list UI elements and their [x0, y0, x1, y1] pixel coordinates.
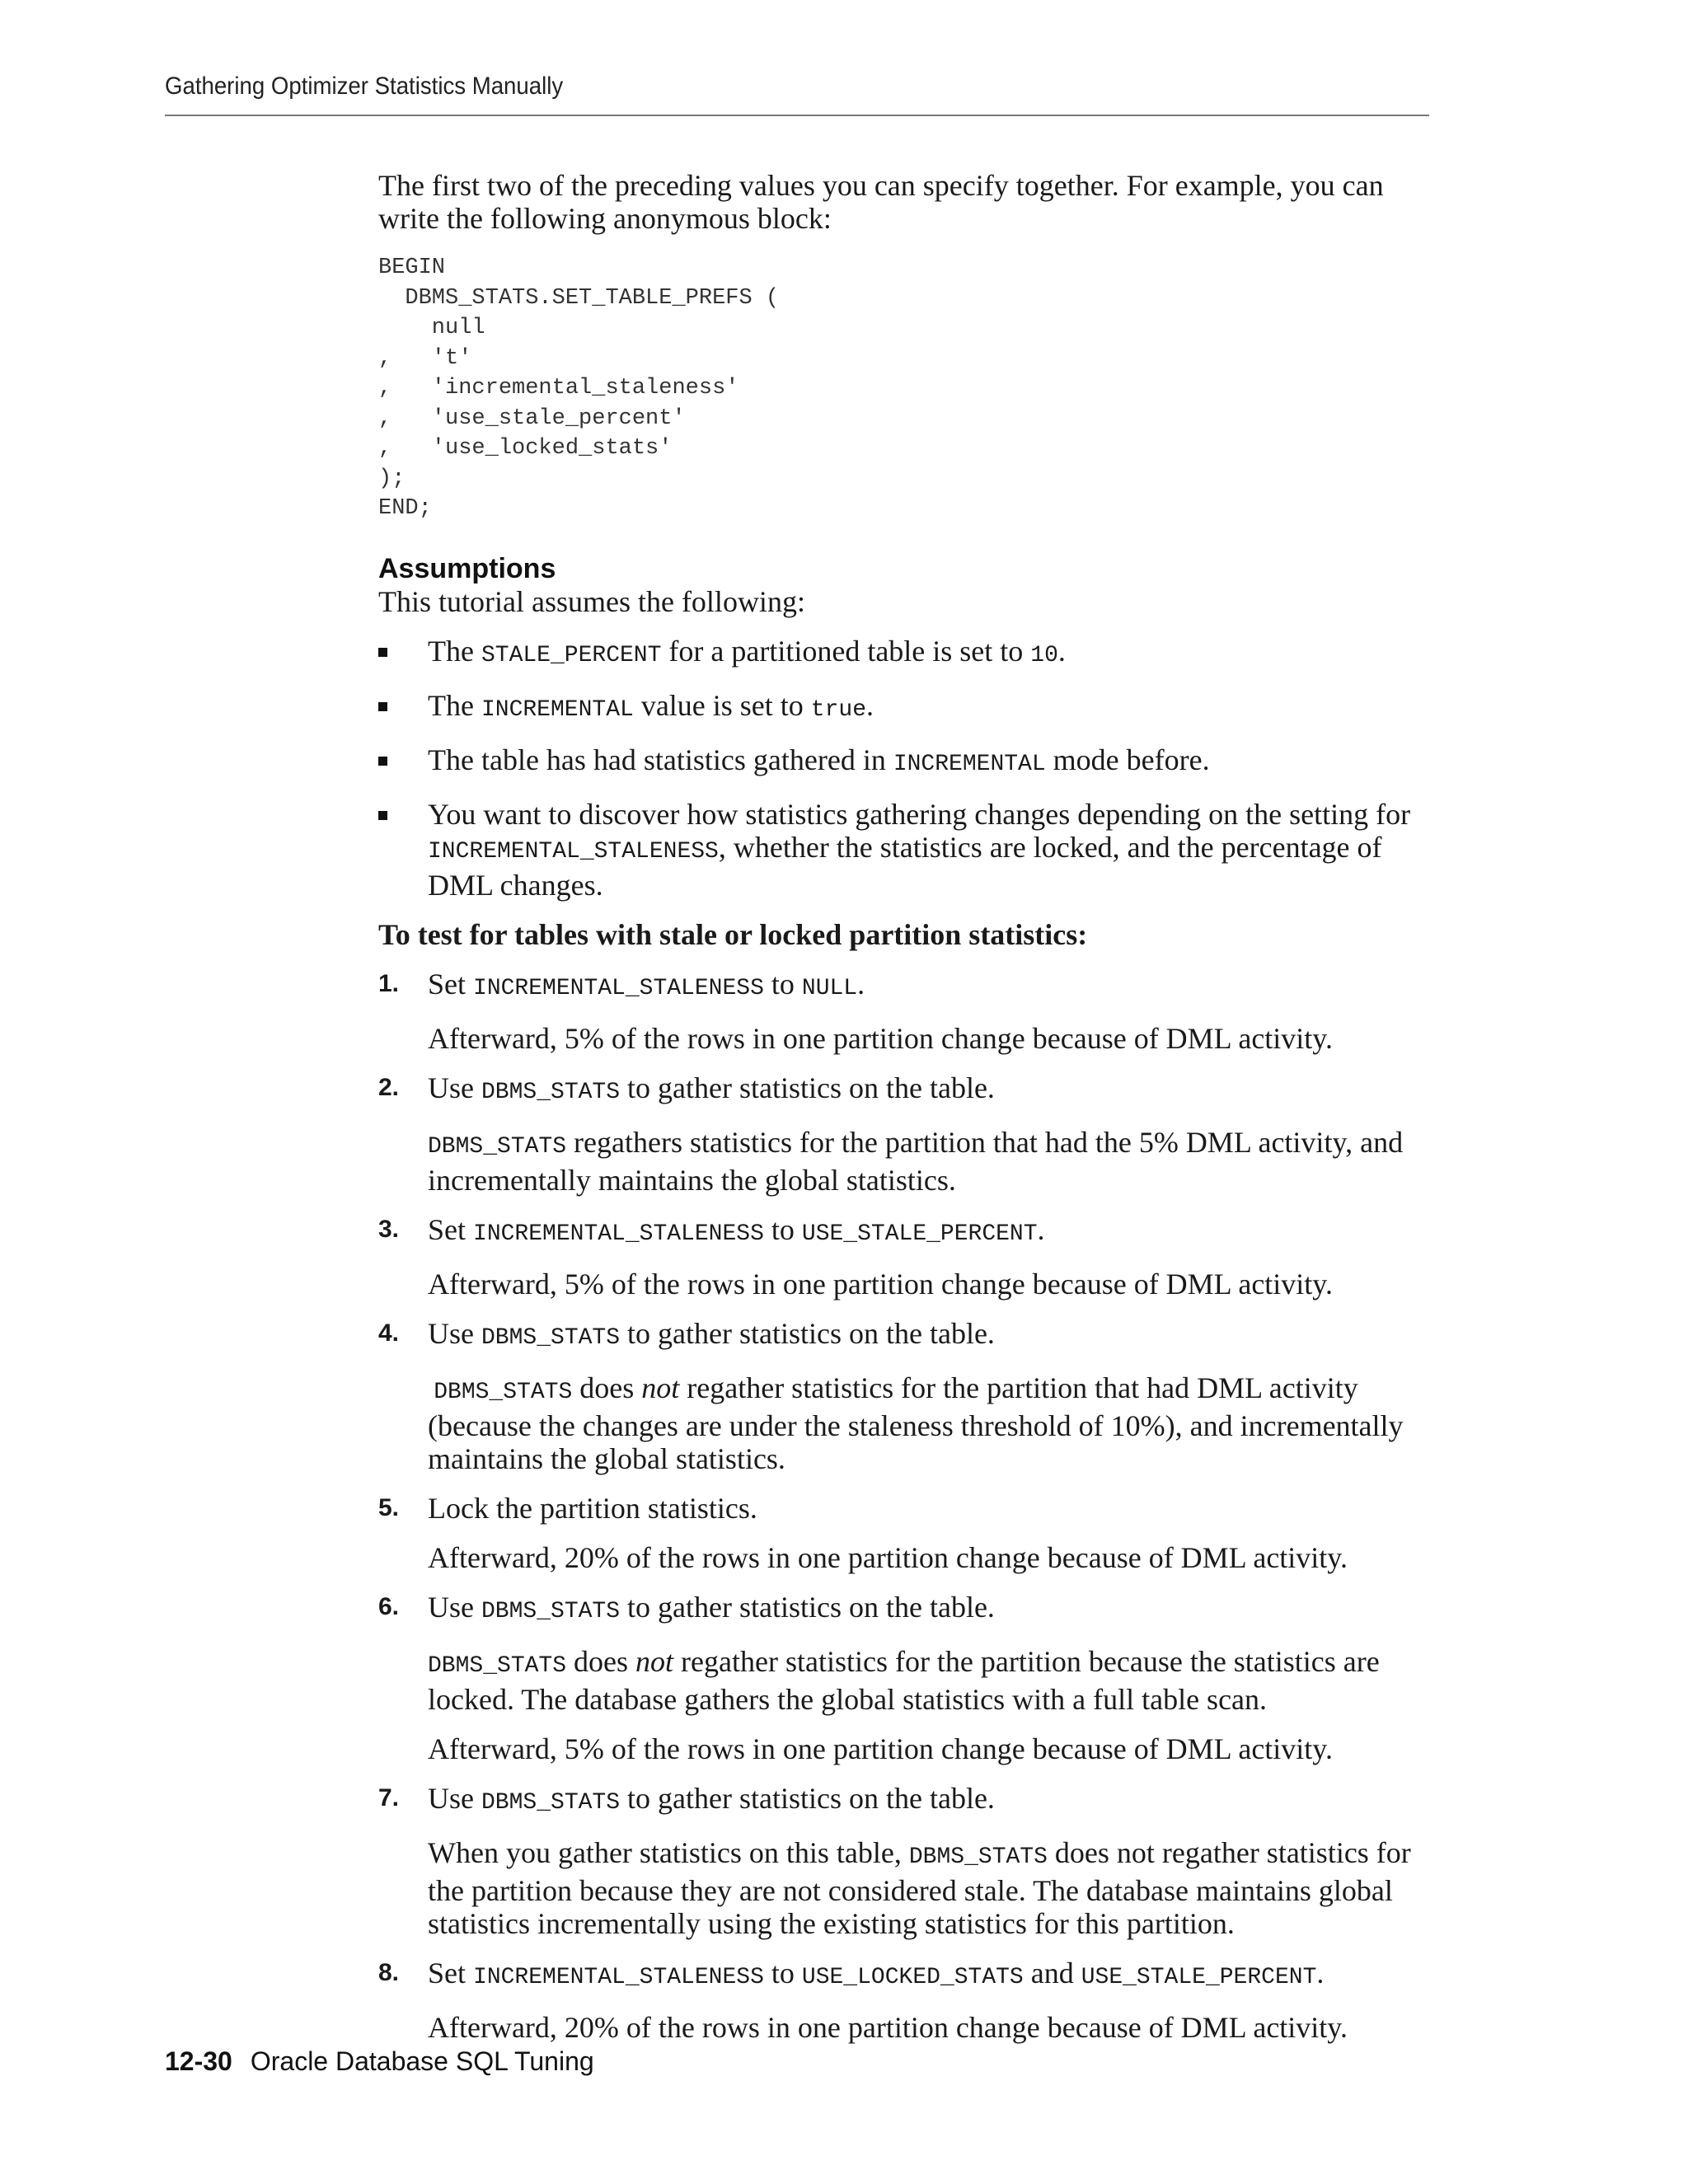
step-number: 2. — [378, 1073, 400, 1101]
list-item: The table has had statistics gathered in INCREMENTAL mode before. — [378, 743, 1433, 781]
step-number: 8. — [378, 1958, 400, 1986]
inline-code: INCREMENTAL_STALENESS — [473, 1964, 764, 1990]
procedure-steps — [378, 968, 1433, 2044]
step-number: 6. — [378, 1592, 400, 1620]
step-result: DBMS_STATS does not regather statistics for the partition because the statistics are locked. The database gathers the global statistics with a full table scan. — [428, 1644, 1380, 1716]
step-result: Afterward, 5% of the rows in one partition change because of DML activity. — [428, 1021, 1333, 1055]
running-header-title: Gathering Optimizer Statistics Manually — [165, 73, 564, 100]
step-result: DBMS_STATS regathers statistics for the partition that had the 5% DML activity, and incrementally maintains the global statistics. — [428, 1125, 1404, 1197]
square-bullet-icon — [378, 702, 387, 711]
assumptions-lead: This tutorial assumes the following: — [378, 584, 805, 618]
inline-code: STALE_PERCENT — [481, 642, 662, 668]
step-text: Lock the partition statistics. — [428, 1491, 757, 1525]
step-text: Use DBMS_STATS to gather statistics on the table. — [428, 1071, 995, 1105]
code-line: ); — [378, 466, 406, 491]
inline-code: DBMS_STATS — [481, 1324, 621, 1351]
inline-code: DBMS_STATS — [428, 1133, 567, 1160]
inline-code: INCREMENTAL — [893, 751, 1046, 777]
inline-code: INCREMENTAL_STALENESS — [428, 838, 719, 865]
procedure-step-2 — [378, 1071, 1433, 1197]
list-item: You want to discover how statistics gathering changes depending on the setting for INCREMENTAL_STALENESS, whether the statistics are locked, and the percentage of DML changes. — [378, 798, 1433, 902]
code-line: END; — [378, 496, 432, 521]
code-line: DBMS_STATS.SET_TABLE_PREFS ( — [378, 285, 780, 311]
book-title: Oracle Database SQL Tuning — [250, 2046, 594, 2076]
inline-code: DBMS_STATS — [434, 1379, 573, 1405]
page-number: 12-30 — [165, 2046, 232, 2076]
step-text: Use DBMS_STATS to gather statistics on the table. — [428, 1781, 995, 1816]
procedure-step-8 — [378, 1957, 1433, 2044]
inline-code: INCREMENTAL_STALENESS — [473, 975, 764, 1001]
list-item: The INCREMENTAL value is set to true. — [378, 689, 1433, 727]
step-number: 3. — [378, 1215, 400, 1243]
code-line: , 't' — [378, 345, 472, 371]
square-bullet-icon — [378, 757, 387, 766]
inline-code: NULL — [801, 975, 858, 1001]
inline-code: 10 — [1030, 642, 1058, 668]
step-result: When you gather statistics on this table, DBMS_STATS does not regather statistics for the partition because they are not considered stale. The database maintains global statistics incrementally using the existing statistics for this partition. — [428, 1835, 1411, 1940]
procedure-step-6 — [378, 1591, 1433, 1765]
inline-code: USE_STALE_PERCENT — [801, 1221, 1038, 1247]
header-rule — [165, 115, 1429, 116]
inline-code: USE_STALE_PERCENT — [1081, 1964, 1317, 1990]
procedure-step-1 — [378, 968, 1433, 1055]
inline-code: DBMS_STATS — [481, 1079, 621, 1105]
step-result: Afterward, 5% of the rows in one partition change because of DML activity. — [428, 1267, 1333, 1301]
procedure-step-4 — [378, 1317, 1433, 1475]
step-result: DBMS_STATS does not regather statistics for the partition that had DML activity (because the changes are under the staleness threshold of 10%), and incrementally maintains the global statistics. — [428, 1371, 1404, 1475]
inline-code: INCREMENTAL — [481, 696, 634, 723]
list-item: The STALE_PERCENT for a partitioned table is set to 10. — [378, 635, 1433, 673]
square-bullet-icon — [378, 811, 387, 820]
step-text: Set INCREMENTAL_STALENESS to USE_LOCKED_STATS and USE_STALE_PERCENT. — [428, 1956, 1325, 1990]
inline-code: true — [810, 696, 866, 723]
step-text: Use DBMS_STATS to gather statistics on the table. — [428, 1316, 995, 1351]
step-text: Use DBMS_STATS to gather statistics on the table. — [428, 1590, 995, 1624]
inline-code: INCREMENTAL_STALENESS — [473, 1221, 764, 1247]
intro-paragraph: The first two of the preceding values you can specify together. For example, you can write the following anonymous block: — [378, 169, 1384, 235]
step-result: Afterward, 20% of the rows in one partition change because of DML activity. — [428, 1540, 1348, 1574]
assumptions-heading: Assumptions — [378, 552, 556, 584]
step-number: 1. — [378, 969, 400, 997]
code-line: , 'use_stale_percent' — [378, 405, 686, 431]
procedure-heading: To test for tables with stale or locked partition statistics: — [378, 917, 1088, 951]
inline-code: DBMS_STATS — [481, 1598, 621, 1624]
page-footer — [165, 2046, 594, 2077]
inline-code: DBMS_STATS — [428, 1652, 567, 1679]
assumptions-list — [378, 635, 1433, 902]
inline-code: DBMS_STATS — [481, 1789, 621, 1816]
code-block — [378, 253, 1433, 524]
procedure-step-3 — [378, 1213, 1433, 1301]
square-bullet-icon — [378, 648, 387, 657]
code-line: BEGIN — [378, 255, 446, 280]
step-result: Afterward, 20% of the rows in one partition change because of DML activity. — [428, 2010, 1348, 2044]
code-line: , 'incremental_staleness' — [378, 376, 739, 401]
step-number: 4. — [378, 1319, 400, 1347]
step-number: 7. — [378, 1783, 400, 1811]
inline-code: DBMS_STATS — [908, 1844, 1048, 1870]
procedure-step-5 — [378, 1492, 1433, 1574]
page-content — [378, 169, 1433, 2060]
code-line: null — [378, 316, 485, 340]
procedure-step-7 — [378, 1782, 1433, 1940]
inline-code: USE_LOCKED_STATS — [801, 1964, 1024, 1990]
step-text: Set INCREMENTAL_STALENESS to NULL. — [428, 967, 865, 1001]
step-text: Set INCREMENTAL_STALENESS to USE_STALE_PERCENT. — [428, 1212, 1045, 1247]
step-result: Afterward, 5% of the rows in one partition change because of DML activity. — [428, 1732, 1333, 1765]
step-number: 5. — [378, 1493, 400, 1521]
code-line: , 'use_locked_stats' — [378, 436, 673, 461]
